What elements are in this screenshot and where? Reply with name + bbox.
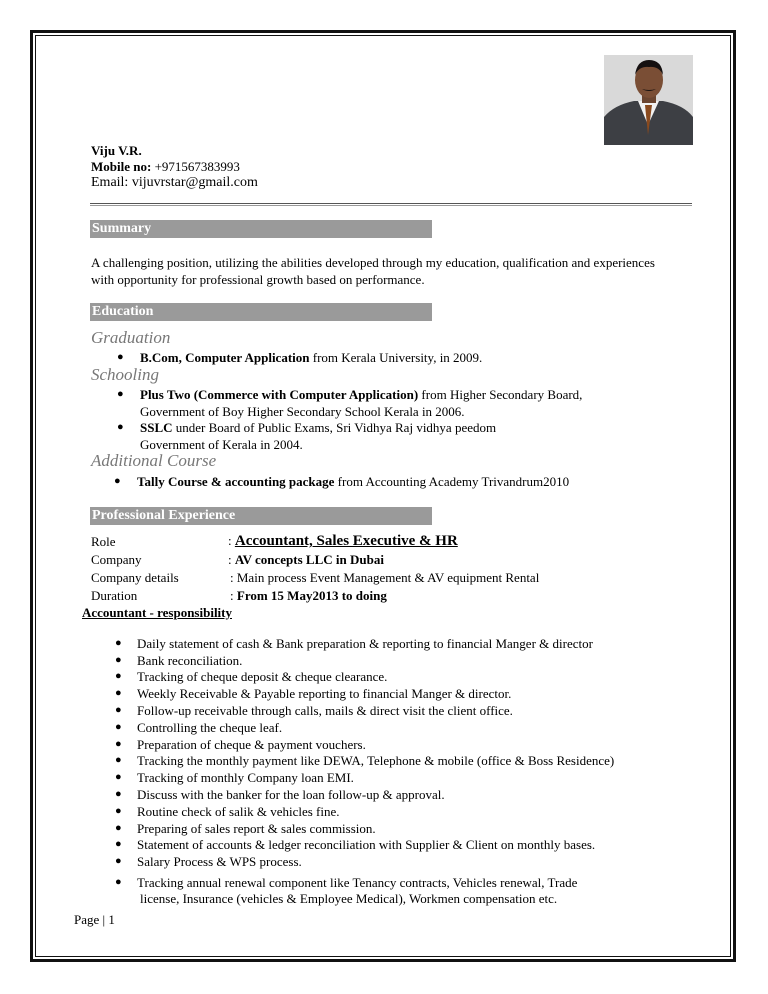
list-item-text: Preparing of sales report & sales commission. — [137, 821, 376, 836]
list-item-text: Daily statement of cash & Bank preparation & reporting to financial Manger & director — [137, 636, 593, 651]
list-item-text: Bank reconciliation. — [137, 653, 243, 668]
schooling-item-2-line-2: Government of Kerala in 2004. — [140, 437, 303, 452]
mobile-label: Mobile no: — [91, 159, 152, 174]
additional-course-item — [114, 473, 570, 490]
list-item — [115, 635, 593, 652]
list-item-text: Preparation of cheque & payment vouchers. — [137, 737, 366, 752]
candidate-name: Viju V.R. — [91, 143, 142, 158]
additional-course-heading: Additional Course — [91, 451, 217, 470]
header-divider — [90, 203, 692, 204]
bullet-icon: ● — [115, 704, 122, 716]
list-item — [115, 820, 376, 837]
list-item — [115, 719, 283, 736]
list-item-text: Follow-up receivable through calls, mails & direct visit the client office. — [137, 703, 513, 718]
bullet-icon: ● — [115, 838, 122, 850]
list-item — [115, 668, 388, 685]
list-item — [115, 836, 596, 853]
list-item — [115, 874, 578, 891]
school1-course: Plus Two (Commerce with Computer Application) — [140, 387, 419, 402]
list-item-text: Routine check of salik & vehicles fine. — [137, 804, 340, 819]
company-row — [228, 552, 384, 568]
summary-line-2: with opportunity for professional growth based on performance. — [91, 272, 425, 287]
bullet-icon: ● — [115, 822, 122, 834]
list-item — [115, 685, 512, 702]
schooling-item-2 — [117, 419, 497, 436]
email-line[interactable]: Email: vijuvrstar@gmail.com — [91, 175, 258, 190]
list-item — [115, 752, 615, 769]
role-row — [228, 533, 458, 550]
graduation-details: from Kerala University, in 2009. — [309, 350, 483, 365]
company-details-value: Main process Event Management & AV equipment Rental — [236, 570, 540, 585]
duration-separator: : — [230, 588, 234, 603]
list-item-continuation: license, Insurance (vehicles & Employee Medical), Workmen compensation etc. — [140, 891, 558, 906]
list-item-text: Salary Process & WPS process. — [137, 854, 302, 869]
company-value: AV concepts LLC in Dubai — [234, 552, 384, 567]
list-item-text: Tracking annual renewal component like Tenancy contracts, Vehicles renewal, Trade — [137, 875, 578, 890]
bullet-icon: ● — [117, 351, 124, 363]
list-item-text: Discuss with the banker for the loan follow-up & approval. — [137, 787, 445, 802]
duration-row — [230, 588, 387, 604]
profile-photo — [604, 55, 693, 145]
bullet-icon: ● — [114, 475, 121, 487]
bullet-icon: ● — [115, 855, 122, 867]
bullet-icon: ● — [117, 388, 124, 400]
list-item-text: Statement of accounts & ledger reconciliation with Supplier & Client on monthly bases. — [137, 837, 596, 852]
bullet-icon: ● — [115, 721, 122, 733]
header-divider-secondary — [90, 205, 692, 206]
role-separator: : — [228, 533, 232, 548]
list-item — [115, 853, 302, 870]
bullet-icon: ● — [115, 876, 122, 888]
bullet-icon: ● — [115, 788, 122, 800]
bullet-icon: ● — [115, 754, 122, 766]
school1-details: from Higher Secondary Board, — [418, 387, 583, 402]
bullet-icon: ● — [115, 637, 122, 649]
list-item — [115, 786, 445, 803]
schooling-heading: Schooling — [91, 365, 159, 384]
duration-value: From 15 May2013 to doing — [236, 588, 387, 603]
list-item — [115, 652, 243, 669]
course-details: from Accounting Academy Trivandrum2010 — [334, 474, 570, 489]
bullet-icon: ● — [115, 687, 122, 699]
role-value: Accountant, Sales Executive & HR — [234, 533, 458, 549]
course-name: Tally Course & accounting package — [137, 474, 335, 489]
experience-heading: Professional Experience — [90, 507, 432, 525]
duration-label: Duration — [91, 588, 138, 603]
company-details-separator: : — [230, 570, 234, 585]
company-label: Company — [91, 552, 142, 567]
bullet-icon: ● — [115, 654, 122, 666]
page-number: Page | 1 — [74, 912, 115, 927]
mobile-value: +971567383993 — [154, 159, 240, 174]
list-item — [115, 769, 354, 786]
school2-details: under Board of Public Exams, Sri Vidhya Raj vidhya peedom — [172, 420, 497, 435]
company-details-label: Company details — [91, 570, 179, 585]
list-item-text: Weekly Receivable & Payable reporting to financial Manger & director. — [137, 686, 512, 701]
list-item — [115, 702, 513, 719]
company-separator: : — [228, 552, 232, 567]
list-item-text: Controlling the cheque leaf. — [137, 720, 283, 735]
graduation-degree: B.Com, Computer Application — [140, 350, 310, 365]
list-item — [115, 803, 340, 820]
schooling-item-1-line-2: Government of Boy Higher Secondary School Kerala in 2006. — [140, 404, 465, 419]
summary-line-1: A challenging position, utilizing the abilities developed through my education, qualification and experiences — [91, 255, 655, 270]
summary-heading: Summary — [90, 220, 432, 238]
list-item-text: Tracking of cheque deposit & cheque clearance. — [137, 669, 388, 684]
graduation-heading: Graduation — [91, 328, 171, 347]
bullet-icon: ● — [117, 421, 124, 433]
mobile-line — [91, 159, 240, 175]
education-heading: Education — [90, 303, 432, 321]
graduation-item — [117, 349, 483, 366]
bullet-icon: ● — [115, 670, 122, 682]
role-label: Role — [91, 534, 116, 549]
list-item — [115, 736, 366, 753]
company-details-row — [230, 570, 539, 586]
responsibility-heading: Accountant - responsibility — [82, 605, 232, 620]
bullet-icon: ● — [115, 738, 122, 750]
bullet-icon: ● — [115, 805, 122, 817]
list-item-text: Tracking the monthly payment like DEWA, Telephone & mobile (office & Boss Residence) — [137, 753, 615, 768]
list-item-text: Tracking of monthly Company loan EMI. — [137, 770, 354, 785]
schooling-item-1 — [117, 386, 583, 403]
school2-course: SSLC — [140, 420, 173, 435]
bullet-icon: ● — [115, 771, 122, 783]
